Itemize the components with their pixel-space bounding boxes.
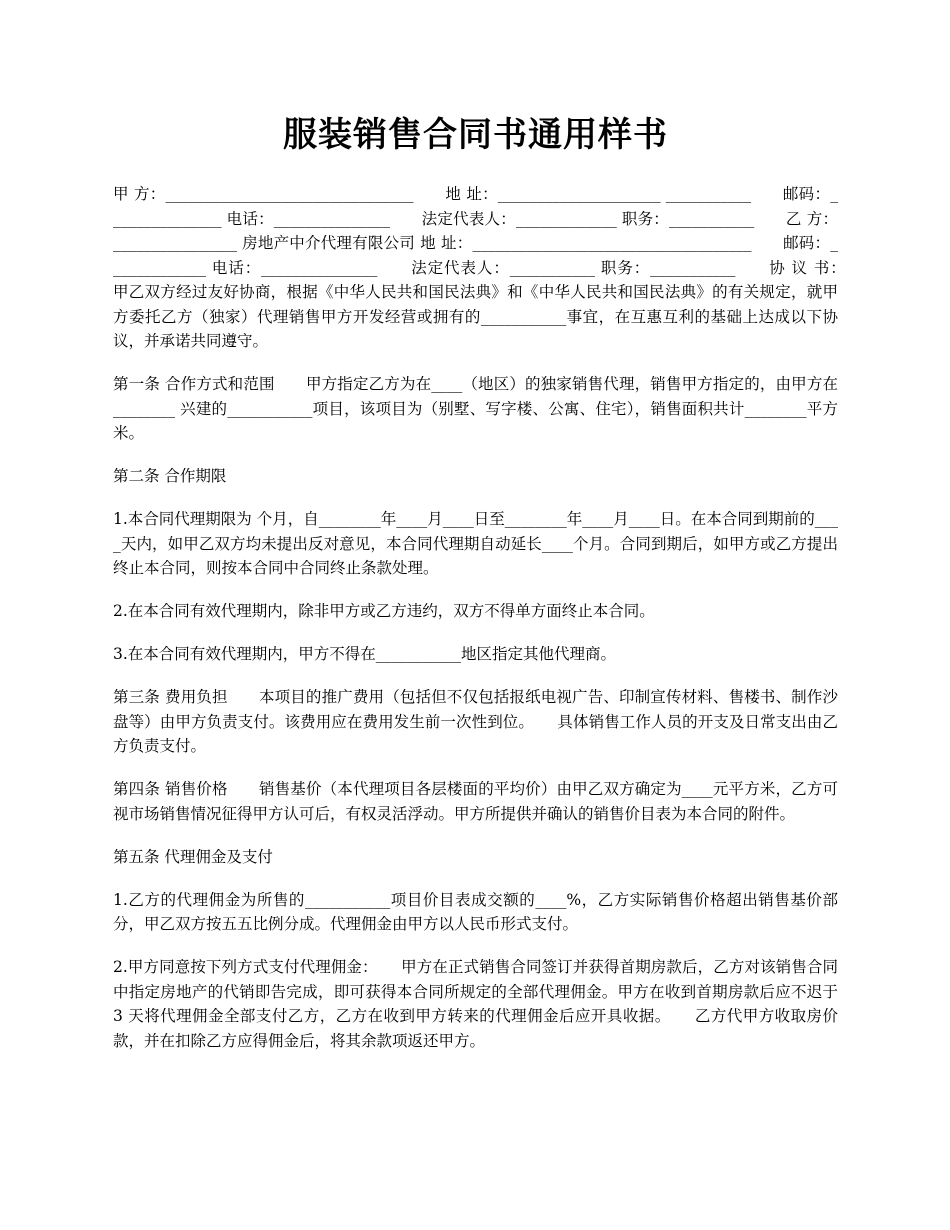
- article-5-heading: 第五条 代理佣金及支付: [113, 847, 273, 866]
- article-3-paragraph: 第三条 费用负担 本项目的推广费用（包括但不仅包括报纸电视广告、印制宣传材料、售楼书、制作沙盘等）由甲方负责支付。该费用应在费用发生前一次性到位。 具体销售工作人员的开支及日常支出由乙方负责支付。: [113, 688, 838, 755]
- article-2-heading: 第二条 合作期限: [113, 467, 227, 485]
- article-1-paragraph: 第一条 合作方式和范围 甲方指定乙方为在____（地区）的独家销售代理，销售甲方指定的，由甲方在________ 兴建的___________项目，该项目为（别墅、写字楼、公寓、住宅），销售面积共计________平方米。: [113, 375, 838, 442]
- document-title: 服装销售合同书通用样书: [283, 115, 668, 155]
- article-2-clause-1: 1.本合同代理期限为 个月，自________年____月____日至________年____月____日。在本合同到期前的____天内，如甲乙双方均未提出反对意见，本合同代理期自动延长____个月。合同到期后，如甲方或乙方提出终止本合同，则按本合同中合同终止条款处理。: [113, 510, 838, 577]
- article-5-clause-1: 1.乙方的代理佣金为所售的___________项目价目表成交额的____%，乙方实际销售价格超出销售基价部分，甲乙双方按五五比例分成。代理佣金由甲方以人民币形式支付。: [113, 890, 838, 933]
- article-2-clause-3: 3.在本合同有效代理期内，甲方不得在___________地区指定其他代理商。: [113, 645, 617, 663]
- party-info-paragraph: 甲 方：________________________________ 地 址：_____________________ ___________ 邮码：_______________ 电话：_______________ 法定代表人：_____________ 职务：___________ 乙 方：________________ 房地产中介代理有限公司 地 址：____________________________________ 邮码：_____________ 电话：_______________ 法定代表人：___________ 职务：___________ 协 议 书： 甲乙双方经过友好协商，根据《中华人民共和国民法典》和《中华人民共和国民法典》的有关规定，就甲方委托乙方（独家）代理销售甲方开发经营或拥有的___________事宜，在互惠互利的基础上达成以下协议，并承诺共同遵守。: [113, 185, 870, 350]
- article-4-paragraph: 第四条 销售价格 销售基价（本代理项目各层楼面的平均价）由甲乙双方确定为____元平方米，乙方可视市场销售情况征得甲方认可后，有权灵活浮动。甲方所提供并确认的销售价目表为本合同的附件。: [113, 780, 838, 823]
- article-2-clause-2: 2.在本合同有效代理期内，除非甲方或乙方违约，双方不得单方面终止本合同。: [113, 602, 655, 620]
- article-5-clause-2: 2.甲方同意按下列方式支付代理佣金： 甲方在正式销售合同签订并获得首期房款后，乙方对该销售合同中指定房地产的代销即告完成，即可获得本合同所规定的全部代理佣金。甲方在收到首期房款后应不迟于 3 天将代理佣金全部支付乙方，乙方在收到甲方转来的代理佣金后应开具收据。 乙方代甲方收取房价款，并在扣除乙方应得佣金后，将其余款项返还甲方。: [113, 958, 838, 1050]
